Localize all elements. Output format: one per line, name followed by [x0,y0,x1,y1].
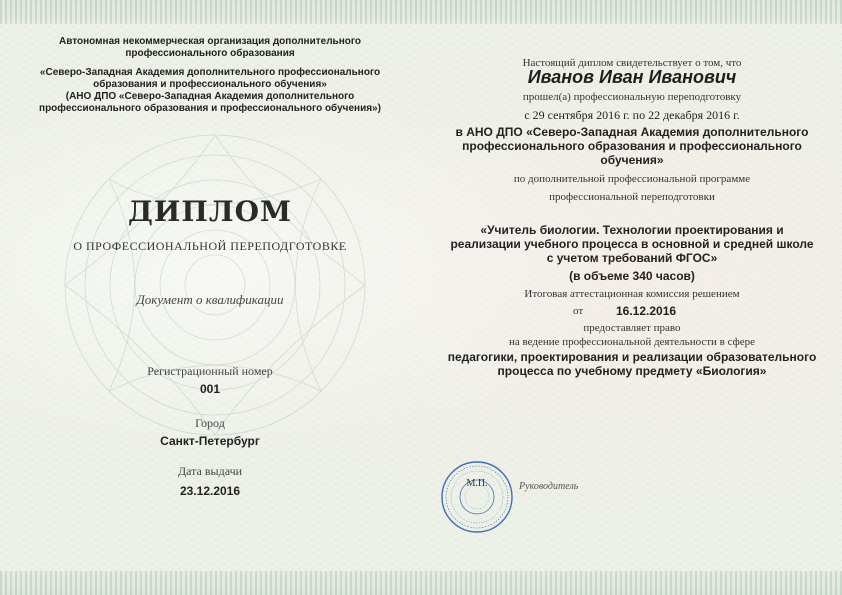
program-line-1: по дополнительной профессиональной программе [513,173,751,185]
study-period: с 29 сентября 2016 г. по 22 декабря 2016 г. [524,108,740,122]
diploma-subtitle: О ПРОФЕССИОНАЛЬНОЙ ПЕРЕПОДГОТОВКЕ [73,239,347,253]
diploma-title: ДИПЛОМ [128,195,292,228]
activity-sphere-line-2: процесса по учебному предмету «Биология» [497,364,767,378]
course-title-line-1: «Учитель биологии. Технологии проектирования и [480,223,784,237]
issuer-org-line-2: профессионального образования [125,48,295,59]
issuer-org-line-5: (АНО ДПО «Северо-Западная Академия дополнительного [65,91,355,102]
city-value: Санкт-Петербург [160,434,260,448]
document-type: Документ о квалификации [136,292,284,307]
official-stamp [440,460,514,534]
graduate-name: Иванов Иван Иванович [527,67,737,87]
activity-text: на ведение профессиональной деятельности в сфере [508,336,756,348]
completion-text: прошел(а) профессиональную переподготовку [522,91,742,103]
decision-date: 16.12.2016 [616,304,677,318]
program-line-2: профессиональной переподготовки [549,191,715,203]
issuer-org-line-4: образования и профессионального обучения» [93,79,327,90]
issue-date: 23.12.2016 [179,484,241,498]
course-title-line-3: с учетом требований ФГОС» [546,251,718,265]
issuer-org-line-3: «Северо-Западная Академия дополнительного профессионального [39,67,381,78]
right-panel [432,0,832,595]
registration-number: 001 [199,382,221,396]
course-hours: (в объеме 340 часов) [569,269,695,283]
institution-line-2: профессионального образования и профессионального [462,139,802,153]
city-label: Город [195,416,225,430]
issuer-org-line-1: Автономная некоммерческая организация дополнительного [59,36,361,47]
activity-sphere-line-1: педагогики, проектирования и реализации образовательного [447,350,817,364]
stamp-label: М.П. [466,478,488,489]
issue-date-label: Дата выдачи [177,464,243,478]
decision-date-row [432,304,832,320]
issuer-org-line-6: профессионального образования и профессионального обучения») [39,103,381,114]
left-panel [10,0,410,595]
intro-text: Настоящий диплом свидетельствует о том, что [522,57,742,69]
registration-number-label: Регистрационный номер [147,364,273,378]
decision-date-from-label: от [573,305,584,317]
signatory-label: Руководитель [519,481,579,492]
institution-line-1: в АНО ДПО «Северо-Западная Академия дополнительного [455,125,809,139]
institution-line-3: обучения» [600,153,664,167]
grants-text: предоставляет право [583,322,681,334]
course-title-line-2: реализации учебного процесса в основной и средней школе [450,237,814,251]
commission-text: Итоговая аттестационная комиссия решением [524,288,740,300]
